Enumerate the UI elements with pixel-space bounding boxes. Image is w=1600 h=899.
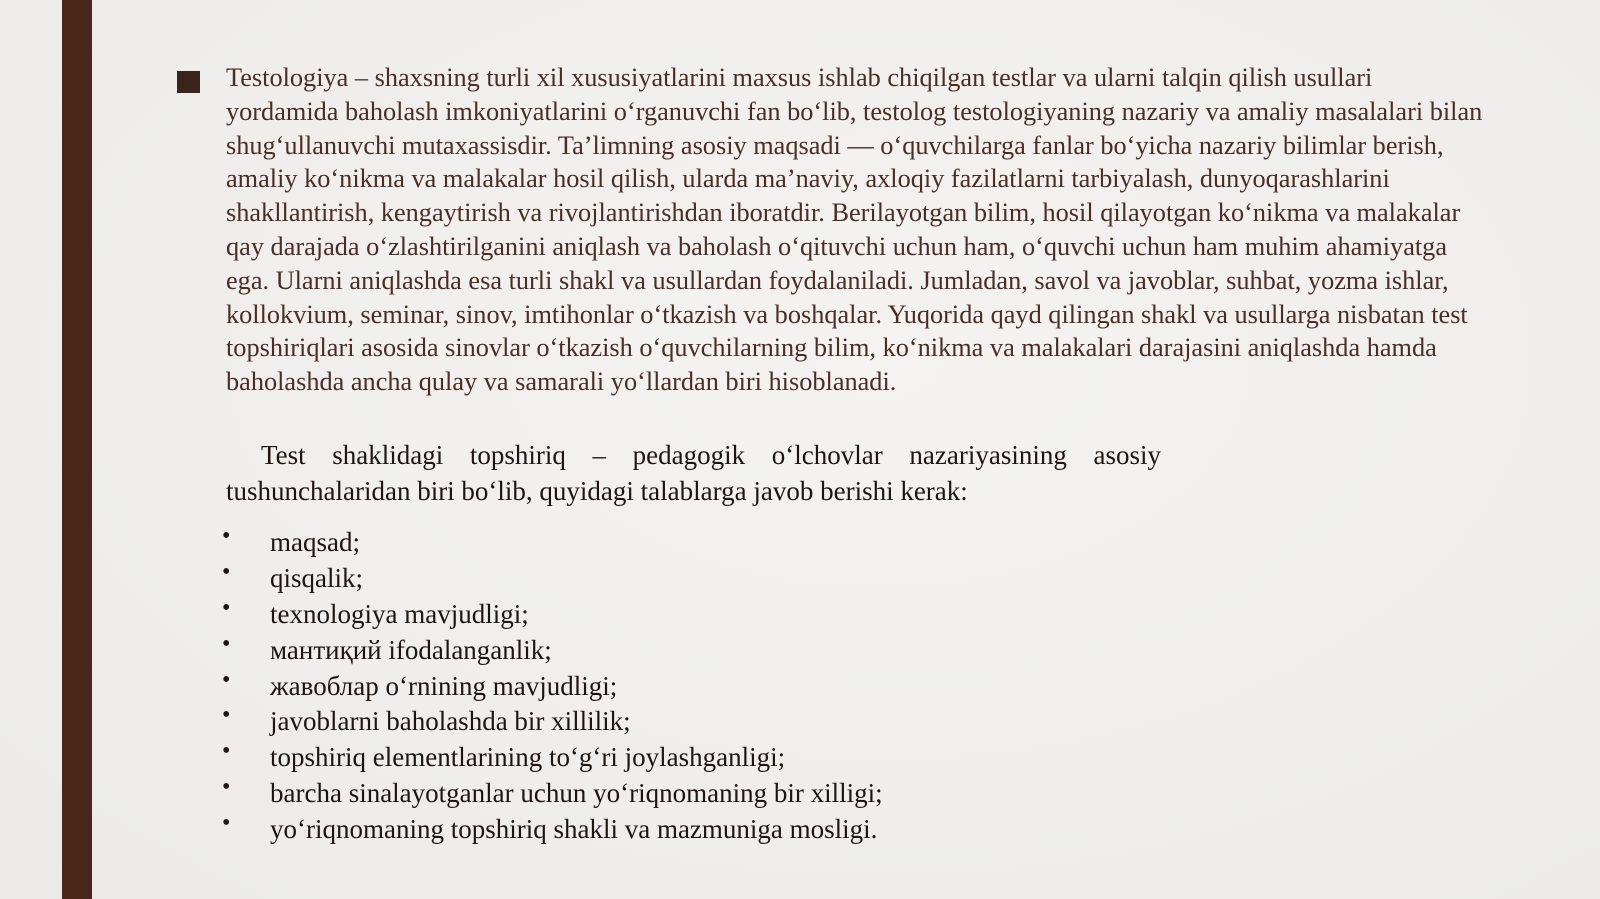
list-item xyxy=(222,703,883,739)
list-item-text: javoblarni baholashda bir xillilik; xyxy=(270,706,631,737)
bullet-dot-icon: • xyxy=(222,666,231,693)
list-item xyxy=(222,524,883,560)
list-item xyxy=(222,668,883,704)
list-item xyxy=(222,560,883,596)
bullet-dot-icon: • xyxy=(222,774,231,801)
bullet-dot-icon: • xyxy=(222,702,231,729)
bullet-dot-icon: • xyxy=(222,558,231,585)
accent-bar xyxy=(62,0,92,899)
list-item xyxy=(222,775,883,811)
list-item-text: maqsad; xyxy=(270,527,360,557)
bullet-dot-icon: • xyxy=(222,630,231,657)
list-item-text: texnologiya mavjudligi; xyxy=(270,598,529,629)
intro-paragraph xyxy=(226,437,1486,509)
list-item xyxy=(222,811,883,847)
list-item-text: жавоблар o‘rnining mavjudligi; xyxy=(270,670,618,701)
list-item-text: barcha sinalayotganlar uchun yo‘riqnomaning bir xilligi; xyxy=(270,778,883,809)
list-item-text: topshiriq elementlarining to‘g‘ri joylashganligi; xyxy=(270,742,786,773)
intro-line-2: tushunchalaridan biri bo‘lib, quyidagi talablarga javob berishi kerak: xyxy=(226,476,968,506)
list-item-text: мантиқий ifodalanganlik; xyxy=(270,634,552,665)
square-bullet-icon xyxy=(177,71,200,93)
list-item xyxy=(222,596,883,632)
intro-line-1: Test shaklidagi topshiriq – pedagogik o‘lchovlar nazariyasining asosiy xyxy=(261,440,1161,470)
bullet-dot-icon: • xyxy=(222,810,231,837)
list-item-text: yo‘riqnomaning topshiriq shakli va mazmuniga mosligi. xyxy=(270,814,878,845)
bullet-dot-icon: • xyxy=(222,594,231,621)
bullet-dot-icon: • xyxy=(222,523,231,549)
list-item-text: qisqalik; xyxy=(270,562,363,593)
requirements-list xyxy=(222,524,883,847)
bullet-dot-icon: • xyxy=(222,738,231,765)
list-item xyxy=(222,632,883,668)
list-item xyxy=(222,739,883,775)
main-paragraph: Testologiya – shaxsning turli xil xususiyatlarini maxsus ishlab chiqilgan testlar va ularni talqin qilish usullari yordamida baholash imkoniyatlarini o‘rganuvchi fan bo‘lib, testolog testologiyaning nazariy va amaliy masalalari bilan shug‘ullanuvchi mutaxassisdir. Ta’limning asosiy maqsadi — o‘quvchilarga fanlar bo‘yicha nazariy bilimlar berish, amaliy ko‘nikma va malakalar hosil qilish, ularda ma’naviy, axloqiy fazilatlarni tarbiyalash, dunyoqarashlarini shakllantirish, kengaytirish va rivojlantirishdan iboratdir. Berilayotgan bilim, hosil qilayotgan ko‘nikma va malakalar qay darajada o‘zlashtirilganini aniqlash va baholash o‘qituvchi uchun ham, o‘quvchi uchun ham muhim ahamiyatga ega. Ularni aniqlashda esa turli shakl va usullardan foydalaniladi. Jumladan, savol va javoblar, suhbat, yozma ishlar, kollokvium, seminar, sinov, imtihonlar o‘tkazish va boshqalar. Yuqorida qayd qilingan shakl va usullarga nisbatan test topshiriqlari asosida sinovlar o‘tkazish o‘quvchilarning bilim, ko‘nikma va malakalari darajasini aniqlashda hamda baholashda ancha qulay va samarali yo‘llardan biri hisoblanadi. xyxy=(226,63,1483,397)
